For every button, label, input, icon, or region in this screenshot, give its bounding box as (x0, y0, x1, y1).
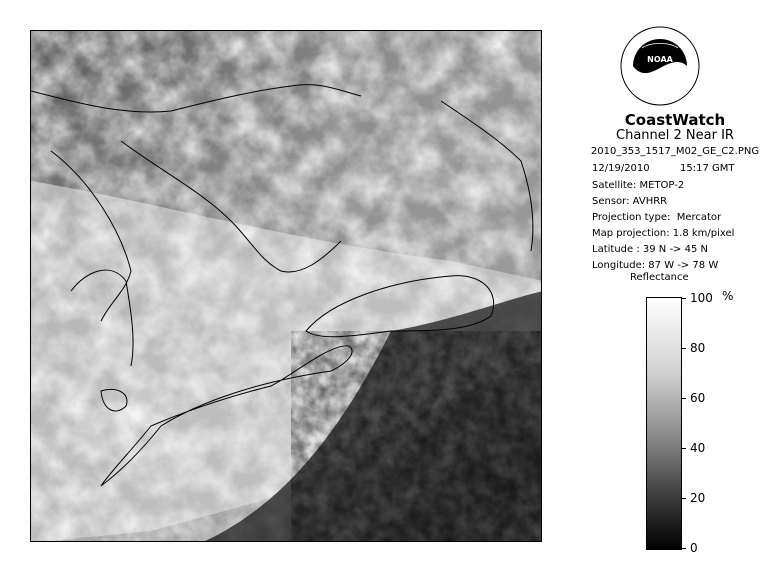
noaa-logo-icon (620, 26, 700, 106)
logo-text: NOAA (647, 55, 673, 64)
satellite-image (30, 30, 542, 542)
colorbar-tick-label: 20 (690, 491, 706, 505)
colorbar (646, 297, 682, 550)
colorbar-tick-label: 0 (690, 541, 698, 555)
satellite-image-svg (31, 31, 542, 542)
colorbar-tick-label: 100 (690, 291, 713, 305)
colorbar-tick-label: 80 (690, 341, 706, 355)
latitude-text: Latitude : 39 N -> 45 N (592, 244, 708, 255)
map-projection-text: Map projection: 1.8 km/pixel (592, 228, 735, 239)
colorbar-tick (682, 298, 686, 299)
colorbar-tick-label: 40 (690, 441, 706, 455)
colorbar-tick (682, 448, 686, 449)
time-text: 15:17 GMT (680, 163, 735, 174)
channel-subtitle: Channel 2 Near IR (616, 128, 734, 143)
colorbar-tick (682, 348, 686, 349)
colorbar-label: Reflectance (630, 272, 689, 283)
colorbar-tick (682, 498, 686, 499)
satellite-text: Satellite: METOP-2 (592, 180, 685, 191)
page-title: CoastWatch (624, 111, 726, 129)
longitude-text: Longitude: 87 W -> 78 W (592, 260, 719, 271)
projection-type-text: Projection type: Mercator (592, 212, 722, 223)
colorbar-tick (682, 398, 686, 399)
colorbar-unit: % (722, 289, 734, 303)
colorbar-tick (682, 548, 686, 549)
colorbar-tick-label: 60 (690, 391, 706, 405)
filename: 2010_353_1517_M02_GE_C2.PNG (590, 146, 760, 157)
date-text: 12/19/2010 (592, 163, 650, 174)
dark-texture (291, 331, 542, 542)
sensor-text: Sensor: AVHRR (592, 196, 668, 207)
